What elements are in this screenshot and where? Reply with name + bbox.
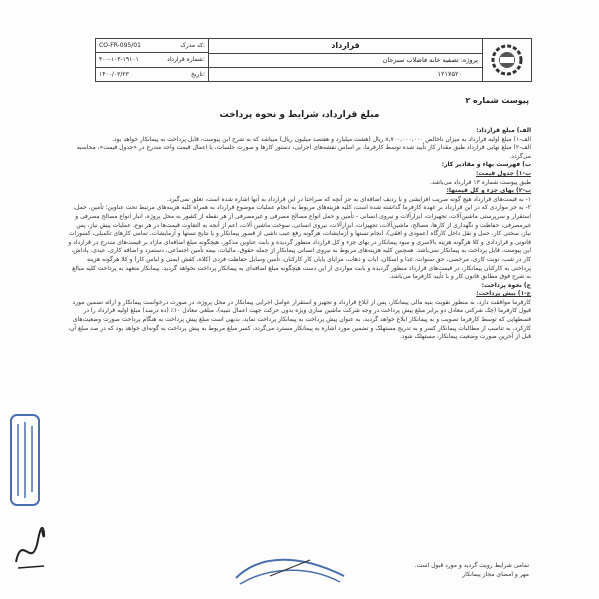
header-title: قرارداد bbox=[209, 39, 482, 54]
section-c-heading: ج) نحوه پرداخت: bbox=[481, 281, 531, 289]
footer bbox=[415, 562, 529, 580]
footer-signature-label: مهر و امضای مجاز پیمانکار bbox=[462, 571, 529, 578]
gear-logo-icon bbox=[488, 41, 526, 79]
doc-code-row bbox=[96, 39, 208, 53]
header-meta bbox=[96, 39, 209, 81]
header-center bbox=[209, 39, 483, 81]
section-b1-heading: ب-۱) جدول قیمت: bbox=[476, 169, 531, 177]
blue-stamp-icon bbox=[8, 412, 42, 508]
annex-number: پیوست شماره ۲ bbox=[465, 96, 529, 105]
section-a-heading: الف) مبلغ قرارداد: bbox=[476, 127, 531, 134]
section-b-heading: ب) فهرست بهاء و مقادیر کار: bbox=[441, 161, 531, 169]
date-label: تاریخ: bbox=[191, 70, 205, 78]
document-title: مبلغ قرارداد، شرایط و نحوه پرداخت bbox=[219, 110, 380, 120]
section-b2-heading: ب-۲) بهای جزء و کل قیمتها: bbox=[446, 187, 531, 195]
section-b2-item1: ۱- به قیمت‌های قرارداد هیچ گونه ضریب افزایشی و یا ردیف اضافه‌ای به جز آنچه که صراحتا در این قرارداد به آنها اشاره شده است، تعلق نمی‌گیرد. bbox=[167, 195, 531, 203]
section-a2: الف-۲) مبلغ نهایی قرارداد طبق مقدار کار تأیید شده توسط کارفرما، بر اساس نقشه‌های اجرایی، دستور کارها و صورت جلسات، با اعمال قیمت واحد مندرج در «جدول قیمت»، محاسبه می‌گردد. bbox=[76, 144, 531, 160]
date-row bbox=[96, 68, 208, 81]
header-table bbox=[95, 38, 532, 82]
contract-no-row bbox=[96, 53, 208, 67]
section-a1: الف-۱) مبلغ اولیه قرارداد به میزان ناخالص ۸,۷۰۰,۰۰۰,۰۰۰ ریال (هشت میلیارد و هفتصد میلیون ریال) میباشد که به شرح این پیوست، قابل پرداخت به پیمانکار خواهد بود. bbox=[112, 135, 531, 143]
contract-no: ۴۰۰-۱۰۳-۱۹۱۰۱ bbox=[99, 56, 139, 64]
doc-code-label: کد مدرک: bbox=[180, 42, 205, 50]
doc-code: CO-FR-095/01 bbox=[99, 42, 141, 50]
header-number: ۱۲۱۷۵۲۰ bbox=[437, 70, 462, 78]
contract-body bbox=[68, 127, 531, 342]
date: ۱۴۰۰/۰۳/۲۳ bbox=[99, 70, 129, 78]
section-c1-heading: ج-۱) پیش پرداخت: bbox=[476, 290, 531, 298]
footer-acceptance: تمامی شرایط رویت گردید و مورد قبول است. bbox=[414, 562, 529, 569]
signature-icon bbox=[12, 522, 50, 574]
section-b1: طبق پیوست شماره ۱۳ قرارداد می‌باشد. bbox=[429, 178, 531, 186]
company-seal-icon bbox=[230, 548, 350, 588]
section-c1: کارفرما موافقت دارد، به منظور تقویت بنیه مالی پیمانکار، پس از ابلاغ قرارداد و تجهیز و استقرار عوامل اجرایی پیمانکار در محل پروژه، در صورت درخواست پیمانکار و ارائه تضمین مورد قبول کارفرما (چک شرکتی معادل دو برابر مبلغ پیش پرداخت در وجه شرکت ماشین سازی ویژه بدون حرکت جهت اعمال تنبیه)، مبلغی معادل ۱۰٪ (ده درصد) مبلغ اولیه قرارداد را در قسطهایی که توسط کارفرما تصویب و به پیمانکار ابلاغ خواهد گردید، به عنوان پیش پرداخت به پیمانکار پرداخت نماید. بدیهی است مبلغ پیش پرداخت به هنگام پرداخت صورت وضعیت‌های کارکرد، به تناسب از مطالبات پیمانکار کسر و به تدریج مستهلک و تضمین مورد اشاره به پیمانکار مسترد می‌گردد. کسر مبلغ مربوط به پیش پرداخت به گونه‌ای خواهد بود که در صد مبلغ آن، قبل از آخرین صورت وضعیت پیمانکار، مستهلک شود. bbox=[68, 298, 531, 341]
contract-no-label: شماره قرارداد: bbox=[166, 56, 205, 64]
company-logo bbox=[483, 39, 531, 81]
header-project: پروژه: تصفیه خانه فاضلاب سبزجان bbox=[209, 54, 482, 68]
section-b2-item2: ۲- به جز مواردی که در این قرارداد بر عهده کارفرما گذاشته شده است، کلیه هزینه‌های مربوط به انجام عملیات موضوع قرارداد به همراه کلیه هزینه‌های مرتبط تحت عناوین؛ تأمین، حمل، استقرار و سرپرستی ماشین‌آلات، تجهیزات، ابزارآلات و نیروی انسانی - تأمین و حمل انواع مصالح مصرفی و غیرمصرفی از هر نقطه از کشور به محل پروژه، انبار انواع مصالح مصرفی و غیرمصرفی، حفاظت و نگهداری از کارها، مصالح، ماشین‌آلات، تجهیزات، ابزارآلات، نیروی انسانی، سوخت ماشین آلات، اعم از آنچه به التفاوت قیمت‌ها در هر نوع، عملیات پیش نیاز، پس نیاز، سختی کار، حمل و نقل داخل کارگاه (عمودی و افقی)، انجام تستها و آزمایشات، هرگونه رفع عیب ناشی از قصور پیمانکار و یا نتایج تستها و آزمایشات، تمامی کارهای تکمیلی، کسورات قانونی و قراردادی و کلا هرگونه هزینه بالاسری و سود پیمانکار در بهای جزء و کل قرارداد منظور گردیده و بابت عناوین مذکور، هیچگونه مبلغ اضافه‌ای مازاد بر قیمت‌های مندرج در قرارداد و این پیوست، قابل پرداخت به پیمانکار نمی‌باشد. همچنین کلیه هزینه‌های مربوط به نیروی انسانی پیمانکار از جمله حقوق، مالیات، بیمه تأمین اجتماعی، دستمزد و اضافه کاری، عیدی، پاداش، کار در شب، نوبت کاری، مرخصی، حق سنوات، غذا و اسکان، ایاب و ذهاب، مزایای پایان کار کارکنان، تأمین وسایل حفاظت فردی (کلاه، کفش ایمنی و لباس کار) و کلا هرگونه هزینه پرداختی به کارکنان پیمانکار، در قیمت‌های قرارداد منظور گردیده و بابت مواردی از این دست هیچگونه مبلغ اضافه‌ای به پیمانکار پرداخت نخواهد گردید. پیمانکار متعهد به پرداخت کلیه مبالغ به شرح فوق مطابق قانون کار و با تأیید کارفرما می‌باشد. bbox=[68, 204, 531, 281]
